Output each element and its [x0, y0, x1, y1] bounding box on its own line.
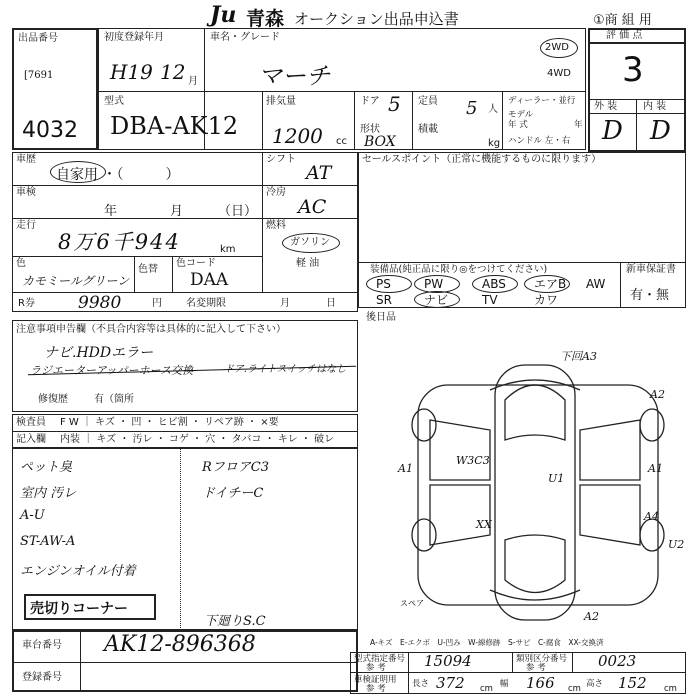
exterior-label: 外 装 — [594, 101, 618, 112]
dealer-line1: ディーラー・並行 — [508, 96, 576, 106]
doors-value: 5 — [388, 92, 401, 116]
class-label: 類別区分番号 — [516, 654, 568, 664]
shift-label: シフト — [266, 154, 296, 165]
color-code-value: DAA — [190, 270, 229, 290]
load-label: 積載 — [418, 124, 438, 135]
recorder-label: 記入欄 — [16, 434, 46, 445]
wheel-rr — [640, 519, 664, 551]
name-change-label: 名変期限 — [186, 298, 226, 309]
equipment-item: ABS — [482, 277, 506, 291]
lot-label: 出品番号 — [18, 33, 58, 44]
equipment-item: AW — [586, 277, 606, 291]
mileage-value: 8万6千944 — [58, 230, 181, 254]
chassis-value: AK12-896368 — [104, 632, 256, 657]
left-rear-door — [430, 485, 490, 545]
equipment-item: SR — [376, 293, 392, 307]
width-label: 幅 — [500, 679, 509, 689]
equipment-item: エアB — [534, 277, 567, 291]
aircon-value: AC — [298, 196, 327, 218]
recorder-items: 内装 ｜ キズ ・ 汚レ ・ コゲ ・ 穴 ・ タバコ ・ キレ ・ 破レ — [60, 434, 335, 445]
sales-point-label: セールスポイント（正常に機能するものに限ります） — [362, 154, 602, 165]
rear-window — [505, 535, 565, 593]
diagram-mark-lf-door: W3C3 — [456, 454, 490, 467]
mileage-label: 走行 — [16, 220, 36, 231]
recycle-unit: 円 — [152, 298, 162, 309]
history-label: 車歴 — [16, 154, 36, 165]
fuel-value: ガソリン — [290, 237, 330, 248]
displacement-unit: cc — [336, 136, 347, 147]
type-designation-value: 15094 — [424, 652, 472, 670]
length-label: 長さ — [412, 679, 430, 689]
report-left-item: ペット臭 — [20, 460, 73, 475]
equipment-item: PS — [376, 277, 391, 291]
lot-number: 4032 — [22, 118, 78, 143]
history-value: 自家用 ・（ ） — [56, 167, 180, 183]
notes-label: 注意事項申告欄（不具合内容等は具体的に記入して下さい） — [16, 324, 286, 335]
width-value: 166 — [526, 674, 555, 692]
equipment-circle — [366, 275, 412, 293]
type-designation-label: 型式指定番号 — [354, 654, 406, 664]
dealer-line5: ハンドル 左・右 — [508, 136, 571, 146]
length-value: 372 — [436, 674, 465, 692]
inspector-label: 検査員 — [16, 417, 46, 428]
report-left-item: エンジンオイル付着 — [20, 564, 136, 579]
brand-name: 青森 — [246, 8, 285, 30]
doors-label: ドア — [360, 96, 380, 107]
usage-label: ①商 組 用 — [593, 13, 652, 28]
interior-label: 内 装 — [643, 101, 667, 112]
notes-line1: ナビ.HDDエラー — [44, 345, 154, 361]
lot-small-number: [7691 — [24, 70, 54, 81]
cert-label: 車検証明用 — [354, 675, 397, 685]
equipment-item: ナビ — [424, 293, 449, 307]
equipment-circle — [472, 275, 518, 293]
load-unit: kg — [488, 138, 501, 149]
color-code-label: 色コード — [176, 258, 216, 269]
chassis-label: 車台番号 — [22, 640, 62, 651]
repair-value: 有（箇所 — [94, 394, 134, 405]
rear-bumper — [490, 590, 580, 600]
report-left-item: 室内 汚レ — [20, 486, 77, 501]
dealer-line4: 年 — [574, 120, 583, 130]
lot-box — [12, 28, 98, 150]
evaluation-label: 評 価 点 — [606, 30, 643, 41]
equipment-circle — [524, 275, 570, 293]
diagram-mark-front: 下回A3 — [560, 350, 597, 363]
displacement-value: 1200 — [272, 124, 323, 148]
equipment-label: 装備品(純正品に限り◎をつけてください) — [370, 264, 548, 275]
capacity-value: 5 — [466, 98, 478, 119]
report-left-item: ST-AW-A — [20, 534, 76, 549]
wheel-lr — [412, 519, 436, 551]
length-unit: cm — [480, 684, 493, 694]
equipment-item: カワ — [534, 293, 559, 307]
registration-month: 12 — [160, 60, 186, 84]
car-name-label: 車名・グレード — [210, 32, 280, 43]
width-unit: cm — [568, 684, 581, 694]
fuel-alt: 軽 油 — [296, 258, 320, 269]
drive-4wd: 4WD — [547, 68, 571, 79]
exterior-value: D — [602, 116, 623, 146]
equipment-item: TV — [482, 293, 498, 307]
registration-label: 初度登録年月 — [104, 32, 164, 43]
height-label: 高さ — [586, 679, 604, 689]
height-unit: cm — [664, 684, 677, 694]
diagram-mark-left: A1 — [398, 462, 413, 475]
body-type-label: 形状 — [360, 124, 380, 135]
cert-ref-label: 参 考 — [366, 684, 386, 694]
inspection-label: 車検 — [16, 187, 36, 198]
ju-logo: Ju — [210, 2, 237, 28]
equipment-item: PW — [424, 277, 444, 291]
right-front-door — [580, 420, 640, 480]
diagram-mark-rr: A4 — [644, 510, 659, 523]
inspection-year: 年 — [104, 204, 118, 219]
equipment-circle — [414, 291, 460, 308]
color-value: カモミールグリーン — [22, 274, 130, 288]
class-value: 0023 — [598, 652, 637, 670]
diagram-legend: A-キズ E-エクボ U-凹み W-線修跡 S-サビ C-腐食 XX-交換済 — [370, 638, 604, 647]
header — [210, 4, 700, 30]
name-change-day: 日 — [326, 298, 336, 309]
mileage-unit: km — [220, 244, 236, 255]
drive-2wd: 2WD — [545, 42, 569, 53]
diagram-mark-roof: U1 — [548, 472, 565, 485]
diagram-mark-rear: A2 — [584, 610, 599, 623]
left-front-door — [430, 420, 490, 480]
repair-label: 修復歴 — [38, 394, 68, 405]
evaluation-score: 3 — [622, 50, 644, 90]
diagram-mark-rear-right: U2 — [668, 538, 685, 551]
bottom-note: 下廻りS.C — [204, 614, 266, 629]
diagram-mark-lr-door: XX — [476, 518, 492, 531]
inspection-day: （日） — [218, 204, 258, 219]
fuel-label: 燃料 — [266, 220, 286, 231]
notes-line2: ラジエーターアッパーホース交換 — [30, 364, 194, 377]
form-title: オークション出品申込書 — [294, 10, 459, 28]
capacity-label: 定員 — [418, 96, 438, 107]
car-damage-diagram — [380, 330, 690, 640]
name-change-month: 月 — [280, 298, 290, 309]
body-type-value: BOX — [364, 134, 396, 150]
registration-era: H19 — [110, 60, 153, 84]
height-value: 152 — [618, 674, 647, 692]
delivery-label: 後日品 — [366, 312, 396, 323]
notes-line3: ドア.ライトスイッチはなし — [224, 364, 347, 375]
capacity-unit: 人 — [488, 104, 498, 115]
spare-label: スペア — [400, 599, 424, 608]
wheel-rf — [640, 409, 664, 441]
class-ref-label: 参 考 — [526, 663, 546, 673]
windshield — [505, 385, 565, 440]
recycle-value: 9980 — [78, 293, 122, 313]
model-value: DBA-AK12 — [110, 112, 239, 140]
warranty-label: 新車保証書 — [626, 264, 676, 275]
aircon-label: 冷房 — [266, 187, 286, 198]
inspector-items: F W ｜ キズ ・ 凹 ・ ヒビ割 ・ リペア跡 ・ ×要 — [60, 417, 279, 428]
shift-value: AT — [306, 162, 332, 184]
dealer-line3: 年 式 — [508, 120, 528, 130]
registration-month-unit: 月 — [188, 76, 198, 87]
interior-value: D — [650, 116, 671, 146]
diagram-mark-right: A1 — [648, 462, 663, 475]
car-outline — [418, 385, 658, 605]
type-ref-label: 参 考 — [366, 663, 386, 673]
dealer-line2: モデル — [508, 110, 534, 120]
plate-label: 登録番号 — [22, 672, 62, 683]
diagram-mark-rf: A2 — [650, 388, 665, 401]
car-name-value: マーチ — [258, 62, 330, 90]
right-rear-door — [580, 485, 640, 545]
report-right-item: ドイチーC — [202, 486, 264, 501]
displacement-label: 排気量 — [266, 96, 296, 107]
report-left-item: A-U — [20, 508, 45, 523]
report-right-item: RフロアC3 — [202, 460, 270, 475]
recycle-label: R券 — [18, 298, 35, 309]
model-label: 型式 — [104, 96, 124, 107]
color-change-label: 色替 — [138, 264, 158, 275]
report-divider — [180, 448, 181, 630]
stamp-text: 売切りコーナー — [30, 601, 128, 617]
wheel-lf — [412, 409, 436, 441]
inspection-month: 月 — [170, 204, 184, 219]
color-label: 色 — [16, 258, 26, 269]
warranty-value: 有・無 — [630, 288, 670, 303]
